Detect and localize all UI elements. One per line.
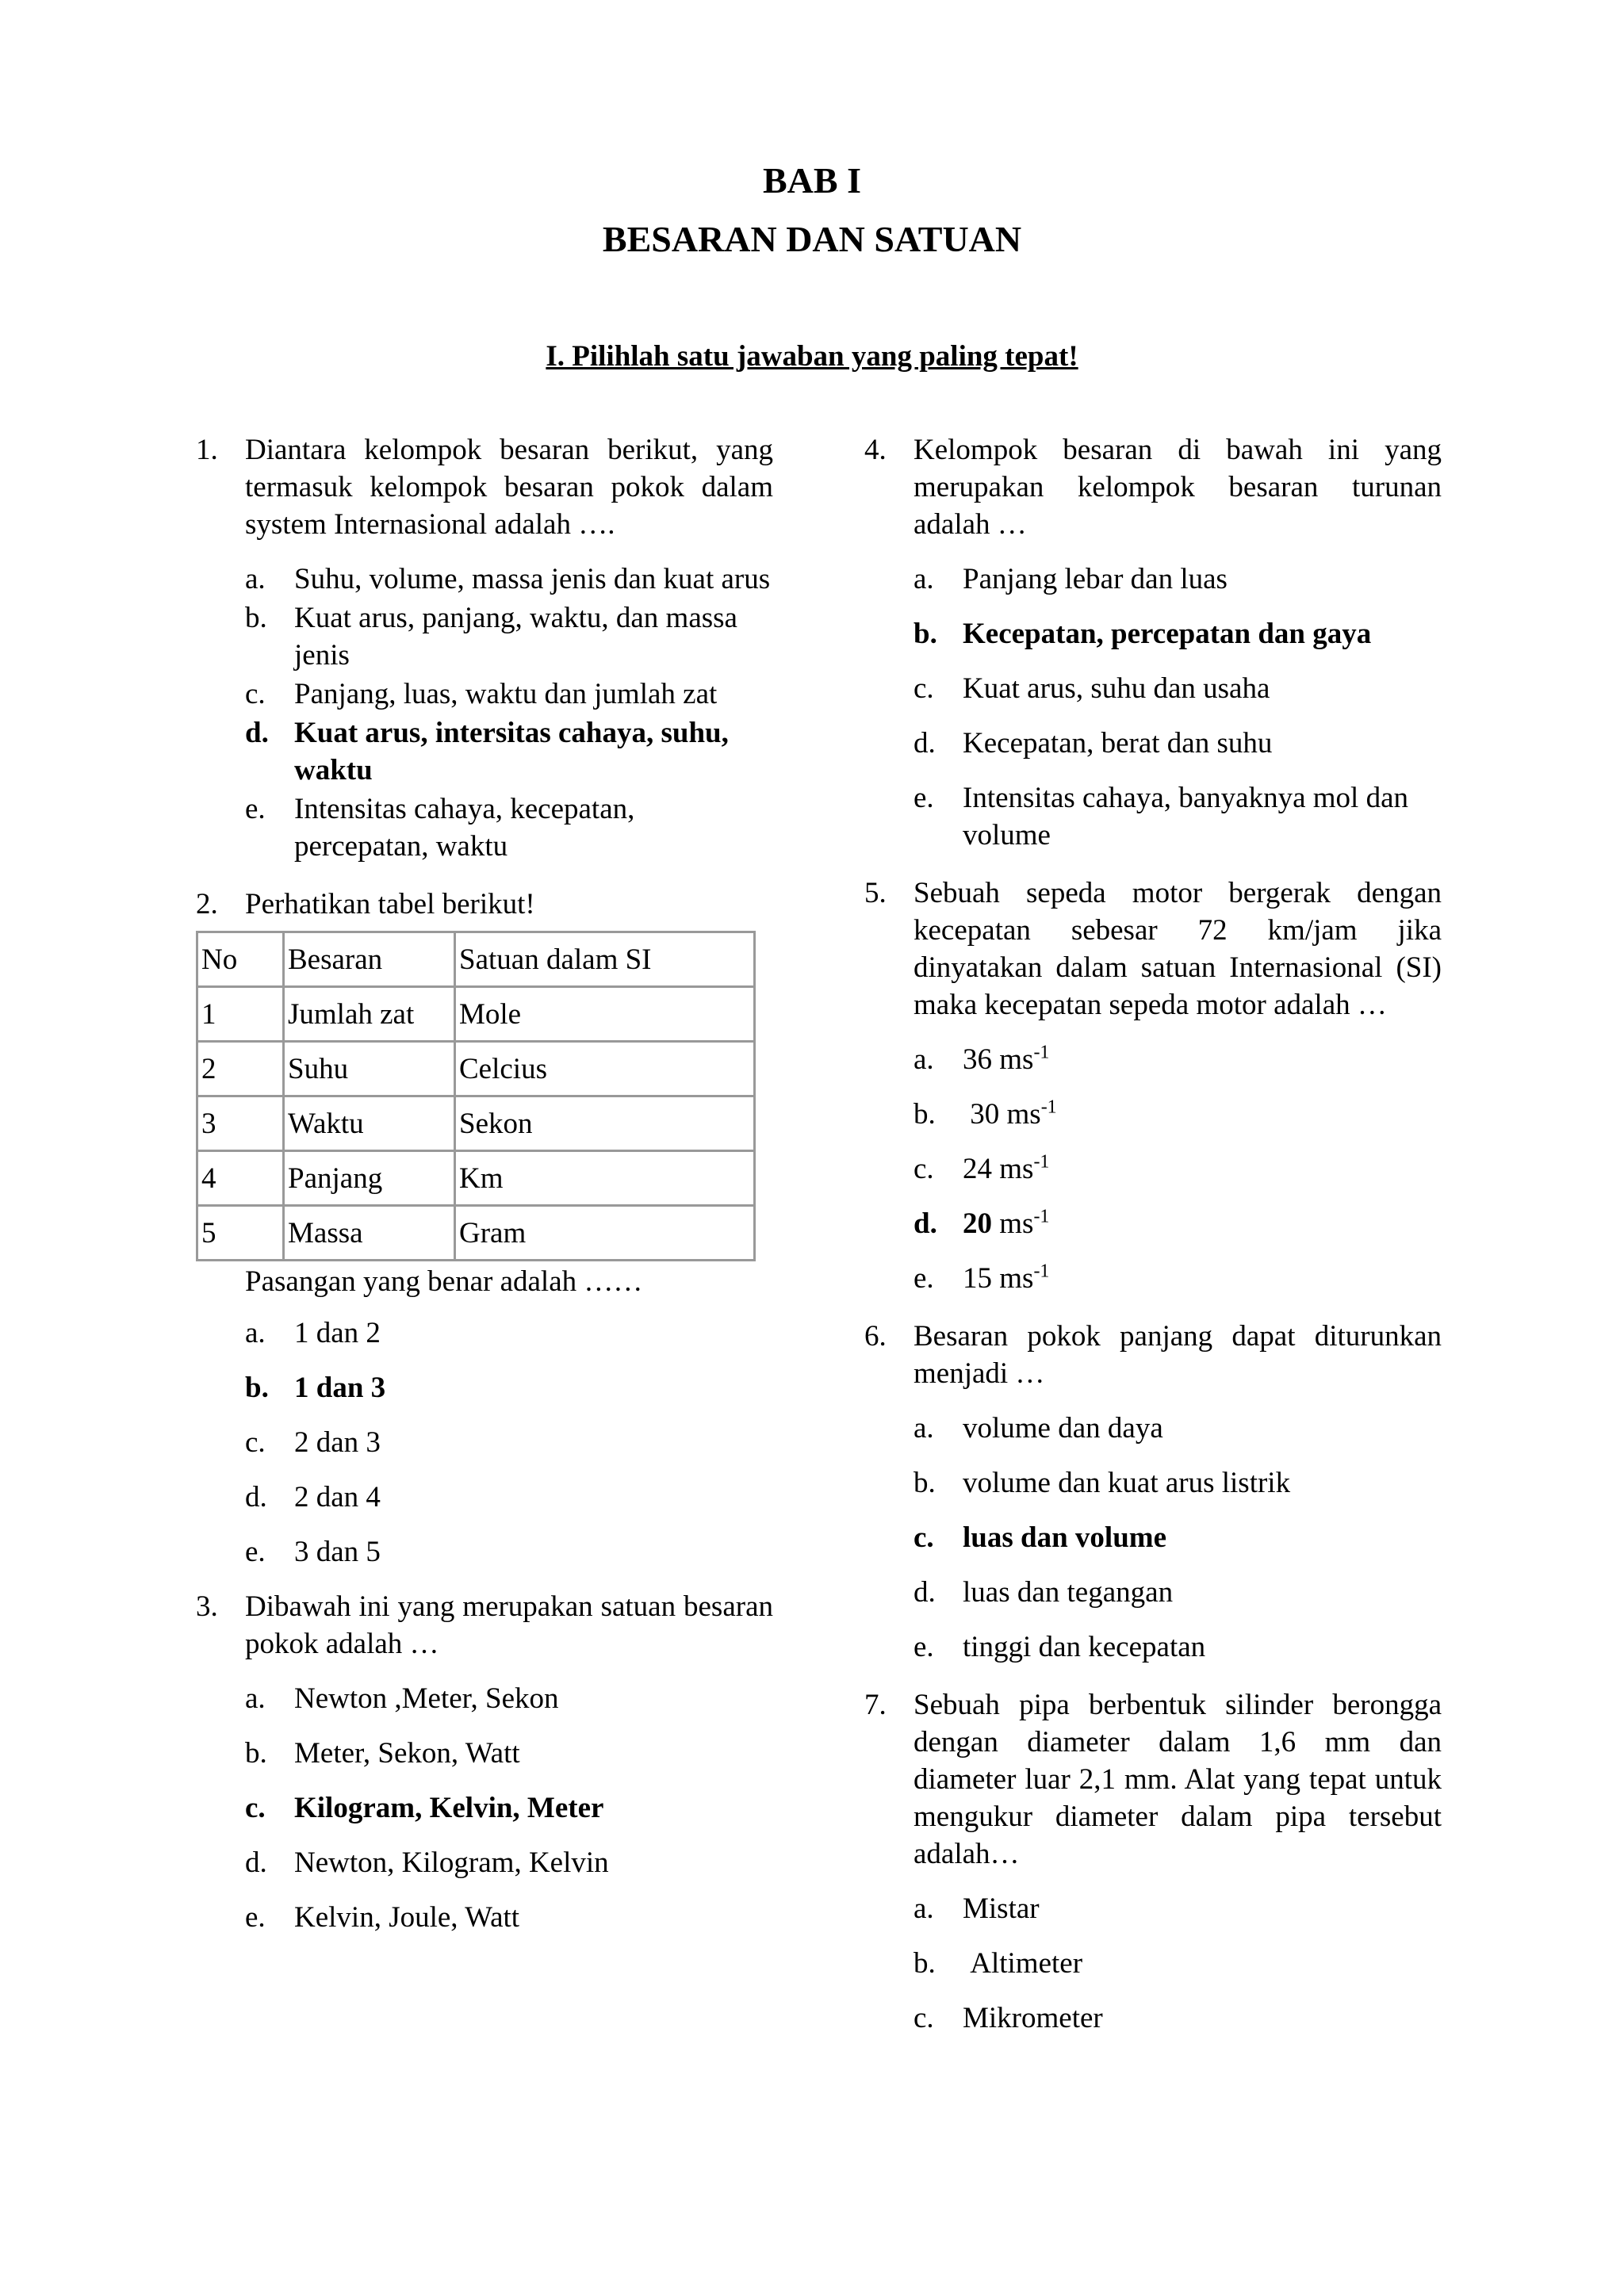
option-b-correct: b. 1 dan 3 xyxy=(245,1372,386,1404)
table-followup-text: Pasangan yang benar adalah …… xyxy=(245,1265,643,1298)
option-a: a. Panjang lebar dan luas xyxy=(914,563,1228,595)
question-text: Dibawah ini yang merupakan satuan besaran pokok adalah … xyxy=(245,1590,773,1660)
option-b: b. Meter, Sekon, Watt xyxy=(245,1737,520,1770)
option-b-correct: b. Kecepatan, percepatan dan gaya xyxy=(914,618,1372,650)
question-text: Besaran pokok panjang dapat diturunkan menjadi … xyxy=(914,1320,1442,1390)
question-1 xyxy=(196,431,773,543)
option-c: c. Kuat arus, suhu dan usaha xyxy=(914,672,1270,705)
option-b: b. Altimeter xyxy=(914,1947,1083,1980)
option-b: b. 30 $ms^{-1}$ xyxy=(914,1096,1057,1131)
question-1-options xyxy=(196,561,773,865)
option-a: a. Suhu, volume, massa jenis dan kuat arus xyxy=(245,563,771,595)
question-text: Kelompok besaran di bawah ini yang merupakan kelompok besaran turunan adalah … xyxy=(914,434,1442,541)
option-e: e. 15 $ms^{-1}$ xyxy=(914,1261,1050,1295)
option-d: d. 2 dan 4 xyxy=(245,1481,381,1513)
question-number: 6. xyxy=(864,1320,887,1353)
chapter-heading: BAB I xyxy=(763,160,861,201)
option-c: c. 2 dan 3 xyxy=(245,1426,381,1459)
table-row: 5 Massa Gram xyxy=(197,1206,755,1261)
option-c-correct: c. luas dan volume xyxy=(914,1521,1167,1554)
option-b: b. Kuat arus, panjang, waktu, dan massa jenis xyxy=(245,602,737,672)
option-c: c. Panjang, luas, waktu dan jumlah zat xyxy=(245,678,718,710)
chapter-title: BESARAN DAN SATUAN xyxy=(602,219,1022,259)
option-d-correct: d. 20 $ms^{-1}$ xyxy=(914,1206,1050,1240)
option-d: d. luas dan tegangan xyxy=(914,1576,1174,1609)
question-7 xyxy=(864,1686,1442,1873)
question-4 xyxy=(864,431,1442,543)
question-2 xyxy=(196,886,773,923)
option-d: d. Newton, Kilogram, Kelvin xyxy=(245,1846,609,1879)
right-column xyxy=(864,431,1442,2054)
si-table xyxy=(196,931,756,1261)
option-c-correct: c. Kilogram, Kelvin, Meter xyxy=(245,1792,604,1824)
option-c: c. 24 $ms^{-1}$ xyxy=(914,1151,1050,1185)
question-5-options xyxy=(864,1041,1442,1297)
question-2-options xyxy=(196,1314,773,1571)
option-a: a. 36 $ms^{-1}$ xyxy=(914,1042,1050,1076)
option-a: a. volume dan daya xyxy=(914,1412,1163,1445)
question-text: Diantara kelompok besaran berikut, yang termasuk kelompok besaran pokok dalam system Internasional adalah …. xyxy=(245,434,773,541)
option-c: c. Mikrometer xyxy=(914,2002,1103,2034)
question-number: 5. xyxy=(864,877,887,909)
question-number: 1. xyxy=(196,434,218,466)
question-text: Sebuah pipa berbentuk silinder berongga dengan diameter dalam 1,6 mm dan diameter luar 2,1 mm. Alat yang tepat untuk mengukur diameter dalam pipa tersebut adalah… xyxy=(914,1689,1442,1870)
question-text: Perhatikan tabel berikut! xyxy=(245,888,535,920)
question-number: 3. xyxy=(196,1590,218,1623)
question-7-options xyxy=(864,1890,1442,2037)
table-row: 3 Waktu Sekon xyxy=(197,1096,755,1151)
question-3-options xyxy=(196,1680,773,1936)
question-number: 4. xyxy=(864,434,887,466)
option-b: b. volume dan kuat arus listrik xyxy=(914,1467,1291,1499)
option-e: e. Intensitas cahaya, kecepatan, percepatan, waktu xyxy=(245,793,635,863)
table-row: 2 Suhu Celcius xyxy=(197,1042,755,1096)
option-a: a. Mistar xyxy=(914,1892,1040,1925)
option-d-correct: d. Kuat arus, intersitas cahaya, suhu, waktu xyxy=(245,717,729,786)
option-a: a. Newton ,Meter, Sekon xyxy=(245,1682,559,1715)
question-4-options xyxy=(864,561,1442,854)
option-e: e. tinggi dan kecepatan xyxy=(914,1631,1206,1663)
question-text: Sebuah sepeda motor bergerak dengan kecepatan sebesar 72 km/jam jika dinyatakan dalam satuan Internasional (SI) maka kecepatan sepeda motor adalah … xyxy=(914,877,1442,1021)
question-6-options xyxy=(864,1410,1442,1666)
question-6 xyxy=(864,1318,1442,1392)
option-e: e. Intensitas cahaya, banyaknya mol dan volume xyxy=(914,782,1408,851)
table-header-row: No Besaran Satuan dalam SI xyxy=(197,932,755,987)
instruction-heading: I. Pilihlah satu jawaban yang paling tepat! xyxy=(546,340,1078,373)
left-column xyxy=(196,431,773,1954)
table-row: 4 Panjang Km xyxy=(197,1151,755,1206)
option-e: e. 3 dan 5 xyxy=(245,1536,381,1568)
question-5 xyxy=(864,874,1442,1024)
option-d: d. Kecepatan, berat dan suhu xyxy=(914,727,1273,760)
question-3 xyxy=(196,1588,773,1663)
question-number: 7. xyxy=(864,1689,887,1721)
question-number: 2. xyxy=(196,888,218,920)
table-row: 1 Jumlah zat Mole xyxy=(197,987,755,1042)
option-a: a. 1 dan 2 xyxy=(245,1317,381,1349)
option-e: e. Kelvin, Joule, Watt xyxy=(245,1901,520,1934)
